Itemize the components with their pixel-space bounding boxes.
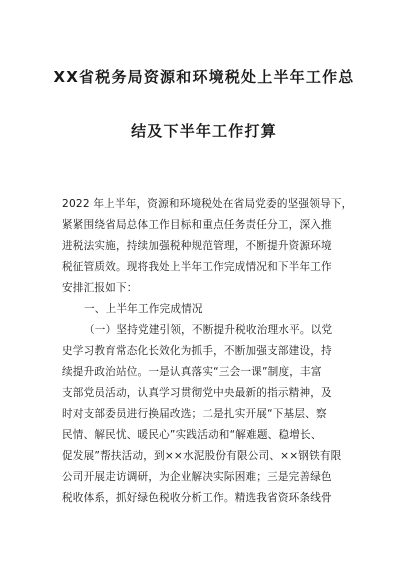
- body-line-5: 安排汇报如下：: [62, 282, 138, 294]
- body-line-15: 税收体系，抓好绿色税收分析工作。精选我省资环条线骨: [62, 492, 332, 504]
- body-line-13: 促发展”帮扶活动，到××水泥股份有限公司、××钢铁有限: [62, 450, 342, 462]
- body-line-14: 公司开展走访调研，为企业解决实际困难；三是完善绿色: [62, 471, 332, 483]
- body-line-11: 时对支部委员进行换届改选；二是扎实开展“下基层、察: [62, 408, 327, 420]
- body-line-10: 支部党员活动，认真学习贯彻党中央最新的指示精神，及: [62, 387, 332, 399]
- body-line-9: 续提升政治站位。一是认真落实“三会一课”制度，丰富: [62, 366, 322, 378]
- document-title-line-1: XX省税务局资源和环境税处上半年工作总: [53, 68, 355, 86]
- section-heading: 一、上半年工作完成情况: [84, 303, 203, 315]
- document-title-line-2: 结及下半年工作打算: [131, 122, 277, 140]
- body-line-7: （一）坚持党建引领，不断提升税收治理水平。以党: [84, 324, 333, 336]
- body-line-2: 紧紧围绕省局总体工作目标和重点任务责任分工，深入推: [62, 219, 332, 231]
- body-line-4: 税征管质效。现将我处上半年工作完成情况和下半年工作: [62, 261, 332, 273]
- body-line-8: 史学习教育常态化长效化为抓手，不断加强支部建设，持: [62, 345, 332, 357]
- body-line-1: 2022 年上半年，资源和环境税处在省局党委的坚强领导下，: [62, 198, 353, 210]
- body-line-12: 民情、解民忧、暖民心”实践活动和“解难题、稳增长、: [62, 429, 322, 441]
- body-line-3: 进税法实施，持续加强税种规范管理，不断提升资源环境: [62, 240, 332, 252]
